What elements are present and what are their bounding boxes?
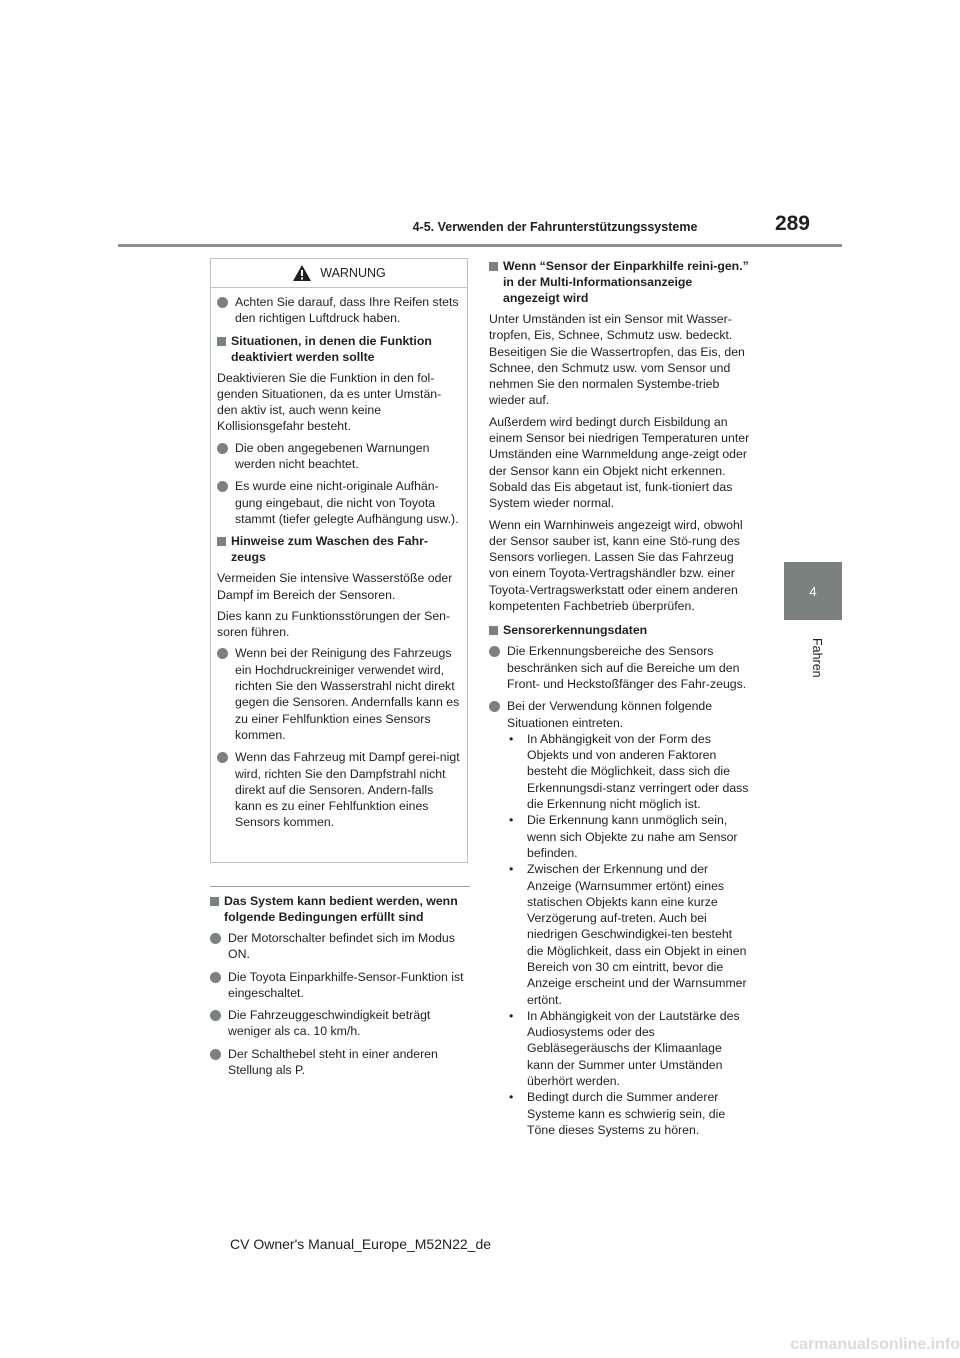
list-item: Die oben angegebenen Warnungen werden nicht beachtet. bbox=[217, 440, 461, 473]
bullet-dot-icon bbox=[217, 481, 228, 492]
section-heading: Wenn “Sensor der Einparkhilfe reini-gen.” in der Multi-Informationsanzeige angezeigt wird bbox=[489, 258, 751, 306]
square-bullet-icon bbox=[489, 626, 498, 635]
square-bullet-icon bbox=[217, 537, 226, 546]
chapter-label: Fahren bbox=[810, 638, 824, 678]
section-title: 4-5. Verwenden der Fahrunterstützungssysteme bbox=[412, 220, 698, 234]
bullet-dot-icon bbox=[217, 443, 228, 454]
warning-triangle-icon bbox=[292, 264, 312, 282]
bullet-dot-icon bbox=[210, 1010, 221, 1021]
bullet-dot-icon bbox=[217, 648, 228, 659]
warning-box bbox=[210, 258, 468, 863]
list-item: Bei der Verwendung können folgende Situationen eintreten. bbox=[489, 698, 751, 731]
warning-heading: Hinweise zum Waschen des Fahr-zeugs bbox=[217, 533, 461, 565]
list-item: Der Motorschalter befindet sich im Modus ON. bbox=[210, 930, 470, 963]
list-item: Es wurde eine nicht-originale Aufhän-gung eingebaut, die nicht von Toyota stammt (tiefer gelegte Aufhängung usw.). bbox=[217, 478, 461, 527]
sub-list-item: • Zwischen der Erkennung und der Anzeige (Warnsummer ertönt) eines statischen Objekts kann eine kurze Verzögerung auf-treten. Auch bei niedrigen Geschwindigkei-ten besteht die Möglichkeit, dass ein Objekt in einen Bereich von 30 cm eintritt, bevor die Anzeige erscheint und der Warnsummer ertönt. bbox=[509, 862, 747, 1007]
page-number: 289 bbox=[774, 212, 810, 235]
paragraph: Außerdem wird bedingt durch Eisbildung an einem Sensor bei niedrigen Temperaturen unter Umständen eine Warnmeldung ange-zeigt oder der Sensor kann ein Objekt nicht erkennen. Sobald das Eis abgetaut ist, funk-tioniert das System wieder normal. bbox=[489, 414, 750, 511]
paragraph: Dies kann zu Funktionsstörungen der Sen-soren führen. bbox=[217, 608, 451, 640]
bullet-dot-icon bbox=[210, 933, 221, 944]
list-item: Die Erkennungsbereiche des Sensors beschränken sich auf die Bereiche um den Front- und Heckstoßfänger des Fahr-zeugs. bbox=[489, 643, 751, 692]
chapter-tab bbox=[784, 562, 842, 620]
sub-list-item: • Die Erkennung kann unmöglich sein, wenn sich Objekte zu nahe am Sensor befinden. bbox=[509, 813, 738, 860]
bullet-dot-icon bbox=[210, 972, 221, 983]
bullet-dot-icon bbox=[489, 701, 500, 712]
sub-list-item: • In Abhängigkeit von der Lautstärke des Audiosystems oder des Gebläsegeräuschs der Klimaanlage kann der Summer unter Umständen überhört werden. bbox=[509, 1008, 740, 1089]
paragraph: Vermeiden Sie intensive Wasserstöße oder Dampf im Bereich der Sensoren. bbox=[217, 571, 453, 602]
sub-list-item: • In Abhängigkeit von der Form des Objekts und von anderen Faktoren besteht die Möglichkeit, dass sich die Erkennungsdi-stanz verringert oder dass die Erkennung nicht möglich ist. bbox=[509, 731, 749, 812]
warning-title: WARNUNG bbox=[320, 266, 386, 280]
bullet-dot-icon bbox=[217, 297, 228, 308]
watermark: carmanualsonline.info bbox=[790, 1336, 960, 1353]
list-item: Achten Sie darauf, dass Ihre Reifen stets den richtigen Luftdruck haben. bbox=[217, 294, 461, 327]
list-item: Wenn bei der Reinigung des Fahrzeugs ein Hochdruckreiniger verwendet wird, richten Sie den Wasserstrahl nicht direkt gegen die Sensoren. Andernfalls kann es zu einer Fehlfunktion eines Sensors kommen. bbox=[217, 645, 461, 743]
list-item: Wenn das Fahrzeug mit Dampf gerei-nigt wird, richten Sie den Dampfstrahl nicht direkt auf die Sensoren. Andern-falls kann es zu einer Fehlfunktion eines Sensors kommen. bbox=[217, 749, 461, 830]
paragraph: Unter Umständen ist ein Sensor mit Wasser-tropfen, Eis, Schnee, Schmutz usw. bedeckt. Beseitigen Sie die Wassertropfen, das Eis, den Schnee, den Schmutz usw. vom Sensor und nehmen Sie den normalen Systembe-trieb wieder auf. bbox=[489, 312, 745, 408]
bullet-dot-icon bbox=[489, 646, 500, 657]
list-item: Die Fahrzeuggeschwindigkeit beträgt weniger als ca. 10 km/h. bbox=[210, 1007, 470, 1040]
warning-heading: Situationen, in denen die Funktion deaktiviert werden sollte bbox=[217, 333, 461, 365]
list-item: Die Toyota Einparkhilfe-Sensor-Funktion ist eingeschaltet. bbox=[210, 969, 470, 1002]
warning-header bbox=[211, 259, 467, 288]
header-divider bbox=[118, 244, 842, 247]
left-lower-section bbox=[210, 886, 470, 1084]
chapter-number: 4 bbox=[809, 583, 817, 599]
bullet-dot-icon bbox=[210, 1049, 221, 1060]
right-column bbox=[489, 258, 751, 1138]
paragraph: Deaktivieren Sie die Funktion in den fol-genden Situationen, da es unter Umstän-den aktiv ist, auch wenn keine Kollisionsgefahr besteht. bbox=[217, 370, 442, 434]
footer-manual-id: CV Owner's Manual_Europe_M52N22_de bbox=[230, 1236, 492, 1252]
square-bullet-icon bbox=[217, 337, 226, 346]
square-bullet-icon bbox=[489, 262, 498, 271]
sub-list-item: • Bedingt durch die Summer anderer Systeme kann es schwierig sein, die Töne dieses Systems zu hören. bbox=[509, 1090, 726, 1137]
section-heading: Das System kann bedient werden, wenn folgende Bedingungen erfüllt sind bbox=[210, 893, 470, 925]
bullet-dot-icon bbox=[217, 752, 228, 763]
paragraph: Wenn ein Warnhinweis angezeigt wird, obwohl der Sensor sauber ist, kann eine Stö-rung des Sensors vorliegen. Lassen Sie das Fahrzeug von einem Toyota-Vertragshändler bzw. einer Toyota-Vertragswerkstatt oder einem anderen kompetenten Fachbetrieb überprüfen. bbox=[489, 517, 743, 614]
section-heading: Sensorerkennungsdaten bbox=[489, 622, 751, 638]
list-item: Der Schalthebel steht in einer anderen Stellung als P. bbox=[210, 1046, 470, 1079]
square-bullet-icon bbox=[210, 897, 219, 906]
